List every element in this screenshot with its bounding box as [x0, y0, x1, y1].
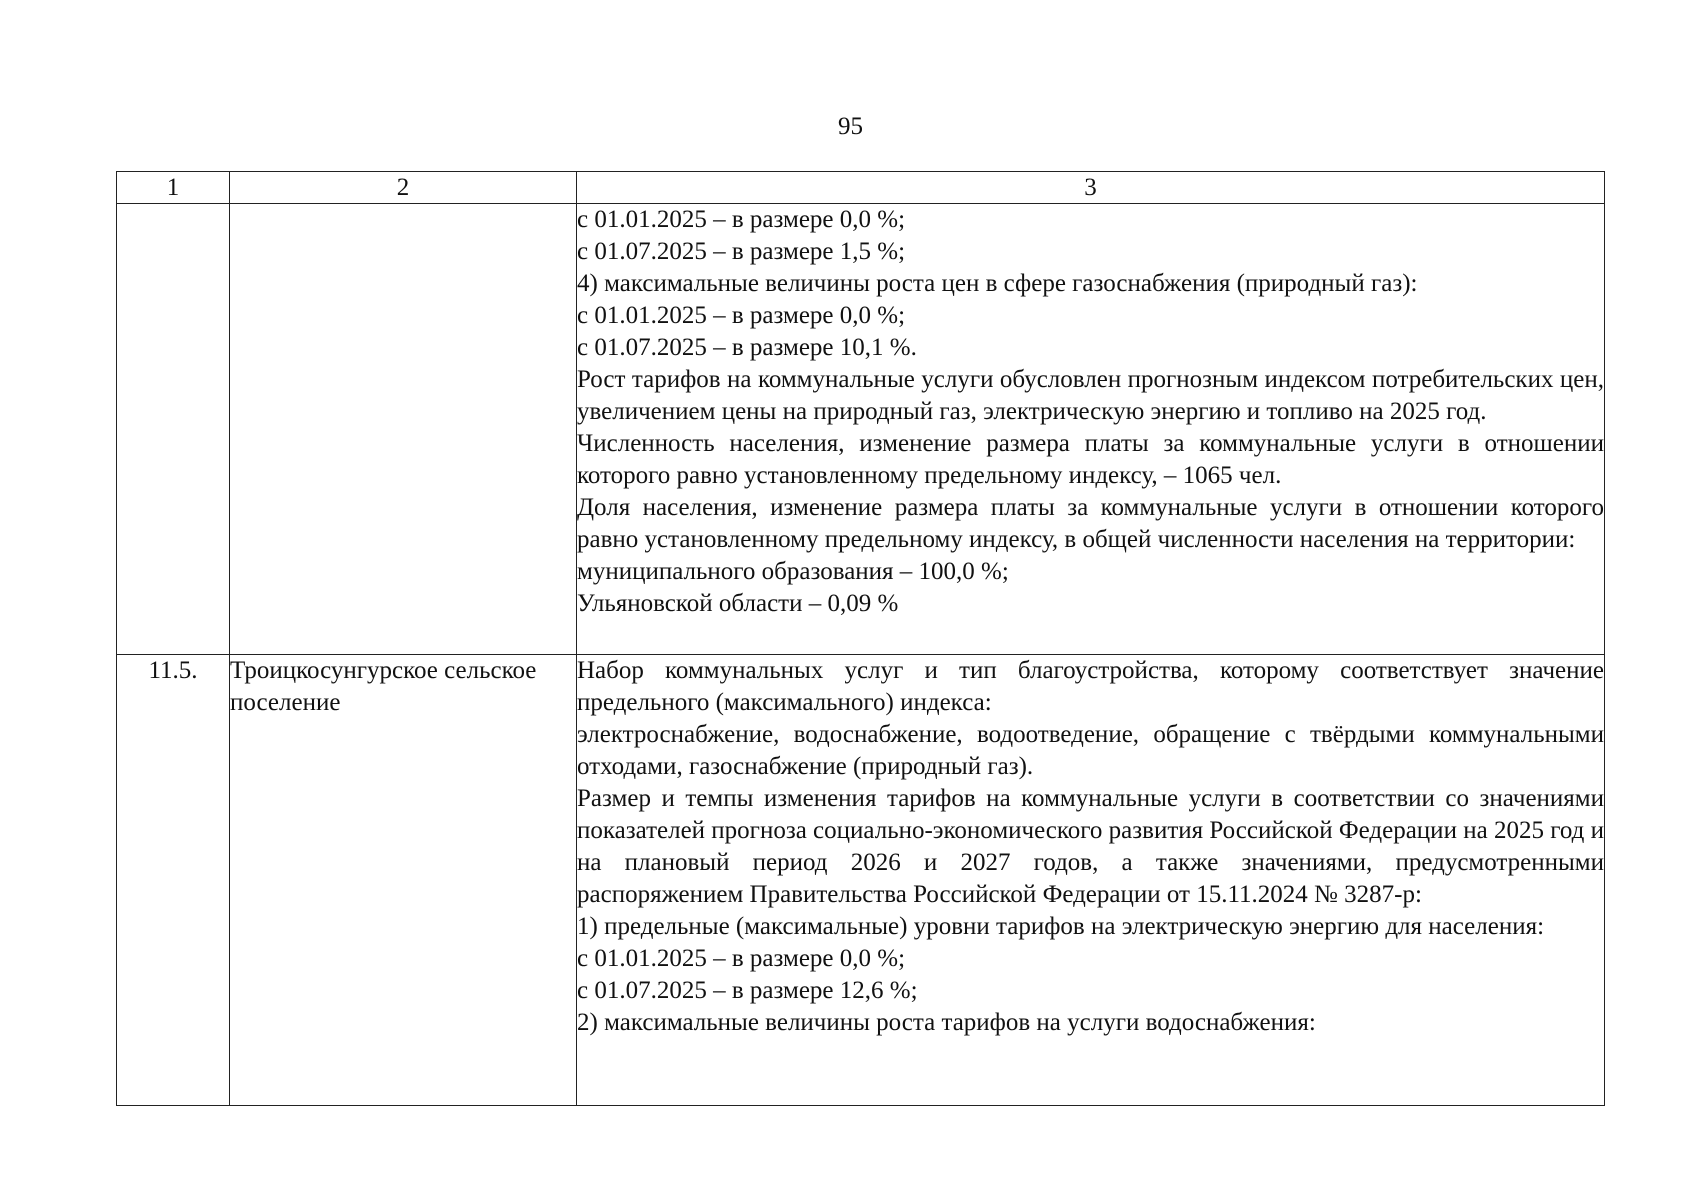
text-paragraph: Доля населения, изменение размера платы за коммунальные услуги в отношении которого равно установленному предельному индексу, в общей численности населения на территории: — [577, 494, 1604, 553]
description-cell — [577, 204, 1605, 655]
text-paragraph: Размер и темпы изменения тарифов на коммунальные услуги в соответствии со значениями показателей прогноза социально-экономического развития Российской Федерации на 2025 год и на плановый период 2026 и 2027 годов, а также значениями, предусмотренными распоряжением Правительства Российской Федерации от 15.11.2024 № 3287-р: — [577, 785, 1604, 908]
row-number-cell: 11.5. — [117, 655, 230, 1106]
text-line: с 01.07.2025 – в размере 10,1 %. — [577, 334, 917, 361]
text-line: с 01.07.2025 – в размере 1,5 %; — [577, 238, 906, 265]
column-header: 1 — [117, 172, 230, 204]
text-line: муниципального образования – 100,0 %; — [577, 558, 1009, 585]
table-row — [117, 204, 1605, 655]
text-line: 2) максимальные величины роста тарифов на услуги водоснабжения: — [577, 1009, 1316, 1036]
text-line: с 01.01.2025 – в размере 0,0 %; — [577, 945, 906, 972]
text-paragraph: 1) предельные (максимальные) уровни тарифов на электрическую энергию для населения: — [577, 913, 1545, 940]
table-row — [117, 655, 1605, 1106]
column-header: 3 — [577, 172, 1605, 204]
text-line: Ульяновской области – 0,09 % — [577, 590, 899, 617]
text-line: с 01.01.2025 – в размере 0,0 %; — [577, 206, 906, 233]
row-number-cell — [117, 204, 230, 655]
description-cell — [577, 655, 1605, 1106]
settlement-name-cell — [230, 204, 577, 655]
text-paragraph: Рост тарифов на коммунальные услуги обусловлен прогнозным индексом потребительских цен, увеличением цены на природный газ, электрическую энергию и топливо на 2025 год. — [577, 366, 1604, 425]
settlement-name-cell: Троицкосунгурское сельское поселение — [230, 655, 577, 1106]
table-header-row — [117, 172, 1605, 204]
text-line: с 01.01.2025 – в размере 0,0 %; — [577, 302, 906, 329]
tariff-table — [116, 171, 1605, 1106]
column-header: 2 — [230, 172, 577, 204]
text-paragraph: Численность населения, изменение размера платы за коммунальные услуги в отношении которого равно установленному предельному индексу, – 1065 чел. — [577, 430, 1604, 489]
text-line: с 01.07.2025 – в размере 12,6 %; — [577, 977, 918, 1004]
text-paragraph: электроснабжение, водоснабжение, водоотведение, обращение с твёрдыми коммунальными отходами, газоснабжение (природный газ). — [577, 721, 1604, 780]
text-paragraph: Набор коммунальных услуг и тип благоустройства, которому соответствует значение предельного (максимального) индекса: — [577, 657, 1604, 716]
text-line: 4) максимальные величины роста цен в сфере газоснабжения (природный газ): — [577, 270, 1418, 297]
page-number: 95 — [838, 113, 863, 140]
